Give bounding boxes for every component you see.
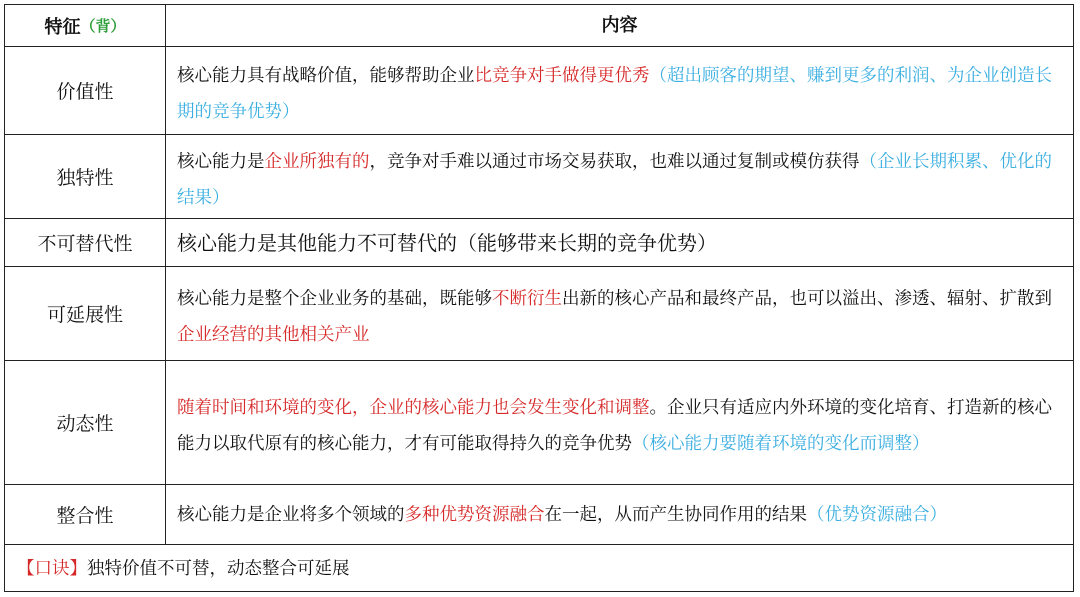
highlight-segment: 不断衍生 [492, 288, 562, 309]
characteristics-table [4, 4, 1074, 592]
text-segment: 核心能力是企业将多个领域的 [177, 504, 405, 525]
feature-cell: 动态性 [5, 361, 166, 484]
table-row [5, 219, 1073, 267]
content-text: 核心能力是其他能力不可替代的（能够带来长期的竞争优势） [177, 230, 717, 255]
table-row [5, 485, 1073, 545]
table-row [5, 267, 1073, 361]
feature-cell: 价值性 [5, 47, 166, 134]
header-feature-cell [5, 5, 166, 46]
mnemonic-tag: 【口诀】 [17, 558, 87, 579]
feature-cell: 独特性 [5, 135, 166, 218]
text-segment: 在一起，从而产生协同作用的结果 [544, 504, 807, 525]
content-text [177, 497, 947, 533]
feature-cell: 不可替代性 [5, 219, 166, 266]
header-content-label: 内容 [601, 14, 638, 36]
table-row [5, 47, 1073, 135]
table-row [5, 361, 1073, 485]
mnemonic-row [5, 543, 1073, 591]
header-feature-note: （背） [80, 17, 126, 35]
text-segment: 核心能力是 [177, 151, 265, 172]
text-segment: 核心能力具有战略价值，能够帮助企业 [177, 65, 475, 86]
content-text [177, 144, 1065, 216]
mnemonic-text: 独特价值不可替，动态整合可延展 [87, 558, 350, 579]
content-cell [166, 135, 1073, 218]
content-text [177, 58, 1065, 130]
text-segment: 。企业只有适应内外环境的变化培育、打造新的核心能力以取代原有的核心能力，才有可能取得持久的竞争优势 [177, 397, 1052, 454]
text-segment: 出新的核心产品和最终产品，也可以溢出、渗透、辐射、扩散到 [562, 288, 1052, 309]
highlight-segment: 多种优势资源融合 [404, 504, 545, 525]
highlight-segment: 企业经营的其他相关产业 [177, 324, 370, 345]
feature-cell: 整合性 [5, 485, 166, 544]
table-header-row [5, 5, 1073, 47]
content-cell [166, 361, 1073, 484]
header-content-cell [166, 5, 1073, 46]
content-cell [166, 267, 1073, 360]
content-text [177, 281, 1065, 353]
content-cell [166, 485, 1073, 544]
text-segment: 核心能力是整个企业业务的基础，既能够 [177, 288, 492, 309]
content-cell [166, 219, 1073, 266]
highlight-segment: 企业所独有的 [264, 151, 370, 172]
note-segment: （超出顾客的期望、赚到更多的利润、为企业创造长期的竞争优势） [177, 65, 1052, 122]
content-cell [166, 47, 1073, 134]
content-text [177, 390, 1065, 462]
text-segment: ，竞争对手难以通过市场交易获取，也难以通过复制或模仿获得 [369, 151, 860, 172]
header-feature-label: 特征 [44, 16, 81, 38]
feature-cell: 可延展性 [5, 267, 166, 360]
note-segment: （企业长期积累、优化的结果） [177, 151, 1052, 208]
highlight-segment: 随着时间和环境的变化，企业的核心能力也会发生变化和调整 [177, 397, 650, 418]
highlight-segment: 比竞争对手做得更优秀 [474, 65, 650, 86]
table-row [5, 135, 1073, 219]
note-segment: （优势资源融合） [807, 504, 947, 525]
note-segment: （核心能力要随着环境的变化而调整） [632, 433, 930, 454]
